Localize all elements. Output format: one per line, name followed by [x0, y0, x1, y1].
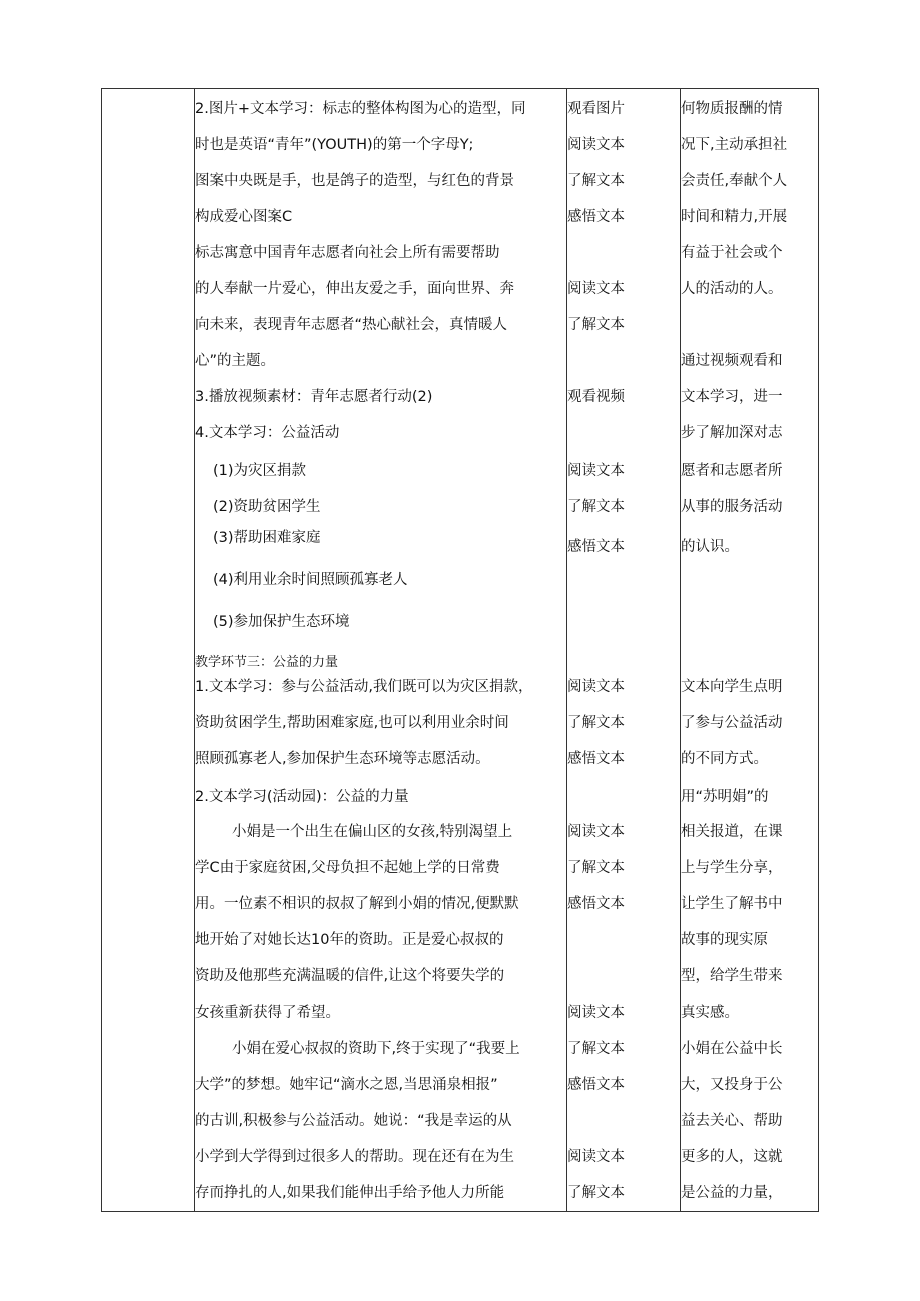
intent-line: 从事的服务活动	[681, 499, 783, 515]
text-line: 小娟在爱心叔叔的资助下,终于实现了“我要上	[232, 1041, 520, 1057]
text-line: 构成爱心图案C	[195, 209, 293, 225]
teaching-activity-column	[195, 89, 565, 1211]
text-line: 存而挣扎的人,如果我们能伸出手给予他人力所能	[195, 1185, 505, 1201]
intent-line: 用“苏明娟”的	[681, 789, 769, 805]
text-line: 1.文本学习：参与公益活动,我们既可以为灾区捐款，	[195, 679, 533, 695]
intent-line: 故事的现实原	[681, 932, 768, 948]
intent-line: 况下,主动承担社	[681, 137, 788, 153]
text-line: 标志寓意中国青年志愿者向社会上所有需要帮助	[195, 245, 500, 261]
list-item: (4)利用业余时间照顾孤寡老人	[213, 572, 408, 588]
intent-line: 文本学习，进一	[681, 389, 783, 405]
intent-line: 是公益的力量，	[681, 1185, 783, 1201]
section-heading: 教学环节三：公益的力量	[195, 655, 339, 670]
student-action: 了解文本	[567, 173, 625, 189]
student-activity-column	[567, 89, 679, 1211]
intent-line: 有益于社会或个	[681, 245, 783, 261]
intent-line: 何物质报酬的情	[681, 101, 783, 117]
intent-line: 小娟在公益中长	[681, 1041, 783, 1057]
intent-line: 大，又投身于公	[681, 1077, 783, 1093]
text-line: 用。一位素不相识的叔叔了解到小娟的情况,便默默	[195, 896, 519, 912]
text-line: 地开始了对她长达10年的资助。正是爱心叔叔的	[195, 932, 504, 948]
intent-line: 会责任,奉献个人	[681, 173, 788, 189]
design-intent-column	[681, 89, 819, 1211]
student-action: 感悟文本	[567, 896, 625, 912]
intent-line: 了参与公益活动	[681, 715, 783, 731]
student-action: 阅读文本	[567, 1149, 625, 1165]
text-line: 资助及他那些充满温暖的信件,让这个将要失学的	[195, 968, 505, 984]
student-action: 阅读文本	[567, 463, 625, 479]
list-item: (2)资助贫困学生	[213, 499, 321, 515]
student-action: 观看视频	[567, 389, 625, 405]
intent-line: 的不同方式。	[681, 751, 768, 767]
student-action: 感悟文本	[567, 209, 625, 225]
list-item: (3)帮助困难家庭	[213, 530, 321, 546]
intent-line: 益去关心、帮助	[681, 1113, 783, 1129]
list-item: (1)为灾区捐款	[213, 463, 307, 479]
student-action: 感悟文本	[567, 751, 625, 767]
text-line: 女孩重新获得了希望。	[195, 1005, 340, 1021]
student-action: 阅读文本	[567, 137, 625, 153]
text-line: 照顾孤寡老人,参加保护生态环境等志愿活动。	[195, 751, 490, 767]
intent-line: 真实感。	[681, 1005, 739, 1021]
student-action: 阅读文本	[567, 679, 625, 695]
list-item: (5)参加保护生态环境	[213, 614, 350, 630]
student-action: 阅读文本	[567, 1005, 625, 1021]
text-line: 时也是英语“青年”(YOUTH)的第一个字母Y;	[195, 137, 474, 153]
intent-line: 让学生了解书中	[681, 896, 783, 912]
text-line: 大学”的梦想。她牢记“滴水之恩,当思涌泉相报”	[195, 1077, 498, 1093]
intent-line: 步了解加深对志	[681, 425, 783, 441]
text-line: 的古训,积极参与公益活动。她说：“我是幸运的从	[195, 1113, 512, 1129]
student-action: 了解文本	[567, 499, 625, 515]
text-line: 小学到大学得到过很多人的帮助。现在还有在为生	[195, 1149, 514, 1165]
lesson-plan-table	[101, 88, 819, 1212]
text-line: 2.文本学习(活动园)：公益的力量	[195, 789, 409, 805]
intent-line: 型，给学生带来	[681, 968, 783, 984]
student-action: 观看图片	[567, 101, 625, 117]
intent-line: 上与学生分享，	[681, 860, 783, 876]
intent-line: 愿者和志愿者所	[681, 463, 783, 479]
student-action: 阅读文本	[567, 281, 625, 297]
text-line: 图案中央既是手，也是鸽子的造型，与红色的背景	[195, 173, 514, 189]
student-action: 了解文本	[567, 317, 625, 333]
text-line: 4.文本学习：公益活动	[195, 425, 340, 441]
student-action: 了解文本	[567, 860, 625, 876]
text-line: 学C由于家庭贫困,父母负担不起她上学的日常费	[195, 860, 500, 876]
intent-line: 更多的人，这就	[681, 1149, 783, 1165]
text-line: 向未来，表现青年志愿者“热心献社会，真情暖人	[195, 317, 508, 333]
student-action: 了解文本	[567, 715, 625, 731]
intent-line: 的认识。	[681, 539, 739, 555]
intent-line: 人的活动的人。	[681, 281, 783, 297]
intent-line: 时间和精力,开展	[681, 209, 788, 225]
student-action: 感悟文本	[567, 1077, 625, 1093]
text-line: 3.播放视频素材：青年志愿者行动(2)	[195, 389, 433, 405]
student-action: 阅读文本	[567, 824, 625, 840]
student-action: 了解文本	[567, 1041, 625, 1057]
text-line: 2.图片+文本学习：标志的整体构图为心的造型，同	[195, 101, 526, 117]
text-line: 心”的主题。	[195, 353, 276, 369]
intent-line: 文本向学生点明	[681, 679, 783, 695]
student-action: 感悟文本	[567, 539, 625, 555]
intent-line: 通过视频观看和	[681, 353, 783, 369]
intent-line: 相关报道，在课	[681, 824, 783, 840]
text-line: 资助贫困学生,帮助困难家庭,也可以利用业余时间	[195, 715, 509, 731]
text-line: 小娟是一个出生在偏山区的女孩,特别渴望上	[232, 824, 513, 840]
student-action: 了解文本	[567, 1185, 625, 1201]
text-line: 的人奉献一片爱心，伸出友爱之手，面向世界、奔	[195, 281, 514, 297]
